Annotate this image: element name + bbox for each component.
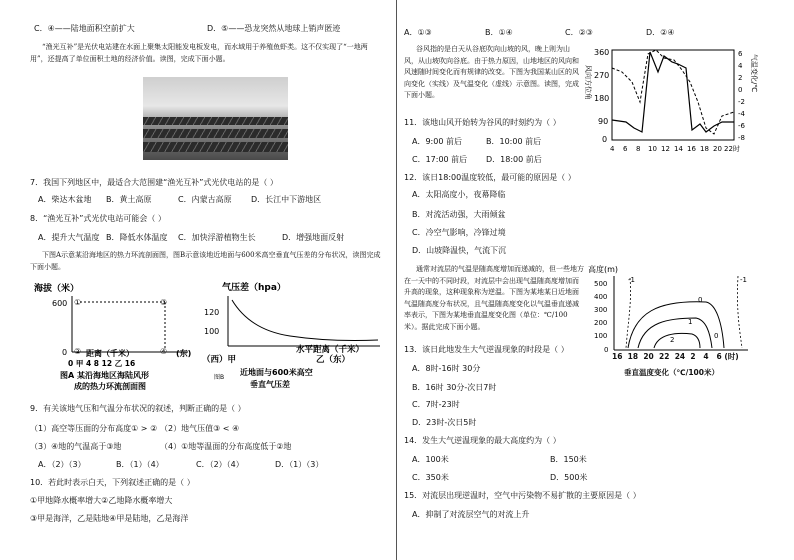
chart1-yright-4: 4 — [738, 62, 743, 70]
chart1-x-22: 22时 — [724, 145, 740, 153]
q11-option-d[interactable]: D．18:00 前后 — [486, 155, 542, 164]
q7-option-b[interactable]: B．黄土高原 — [106, 195, 152, 204]
vertical-temperature-chart — [588, 262, 768, 362]
q14-option-a[interactable]: A．100米 — [412, 455, 449, 464]
fig-a-xticks: 0 甲 4 8 12 乙 16 — [68, 359, 136, 368]
q13-option-d[interactable]: D．23时-次日5时 — [412, 418, 477, 427]
chart1-x-12: 12 — [661, 145, 670, 153]
fig-a-point-1: ① — [74, 298, 82, 307]
figure-b-pressure — [200, 278, 390, 392]
q9-stmt-4: （4）①地等温面的分布高度低于②地 — [160, 442, 292, 451]
fig-b-east: 乙（东） — [316, 355, 351, 365]
fig-b-tag: 图B — [214, 374, 225, 381]
column-divider — [396, 0, 397, 560]
chart2-xticks: 16 18 20 22 24 2 4 6 (时) — [612, 352, 739, 361]
fig-a-caption-1: 图A 某沿海地区海陆风形 — [60, 371, 149, 380]
question-11: 11．该地山风开始转为谷风的时刻约为（ ） — [404, 118, 561, 127]
chart1-yright-0: 0 — [738, 86, 743, 94]
q9-stmt-2: （2）地气压值③ < ④ — [160, 424, 240, 433]
q7-option-c[interactable]: C．内蒙古高原 — [178, 195, 232, 204]
intro-paragraph: “渔光互补”是光伏电站建在水面上聚集太阳能发电板发电，而水域用于养殖鱼虾类。这不仅实现了“一地两用”，还提高了单位面积土地的经济价值。读图，完成下面小题。 — [30, 43, 368, 63]
top-option-b[interactable]: B．①④ — [485, 28, 513, 37]
q9-option-a[interactable]: A．（2）（3） — [38, 460, 86, 469]
contour-two — [654, 333, 700, 348]
top-option-d[interactable]: D．②④ — [646, 28, 675, 37]
contour-right — [737, 276, 742, 348]
chart1-x-14: 14 — [674, 145, 683, 153]
question-13: 13．该日此地发生大气逆温现象的时段是（ ） — [404, 345, 569, 354]
chart1-yleft-270: 270 — [594, 71, 610, 80]
chart1-x-8: 8 — [636, 145, 641, 153]
chart1-yright-m6: -6 — [738, 122, 745, 130]
q11-option-b[interactable]: B．10:00 前后 — [486, 137, 542, 146]
q9-stmt-3: （3）④地的气温高于③地 — [30, 442, 122, 451]
fig-b-y120: 120 — [204, 308, 220, 317]
fig-a-point-3: ③ — [160, 298, 168, 307]
question-9: 9．有关该地气压和气温分布状况的叙述，判断正确的是（ ） — [30, 404, 246, 413]
solar-farm-photo — [143, 77, 288, 160]
chart1-yright-label: 气温变化/℃ — [750, 54, 758, 93]
q12-option-a[interactable]: A．太阳高度小，夜幕降临 — [412, 190, 506, 199]
fig-a-point-2: ② — [74, 347, 82, 356]
chart2-label-m1-right: -1 — [740, 276, 747, 284]
fig-b-xlabel: 水平距离（千米） — [296, 345, 365, 355]
option-c: C．④——陆地面积空前扩大 — [34, 24, 135, 33]
chart1-yright-2: 2 — [738, 74, 743, 82]
fig-a-point-4: ④ — [160, 347, 168, 356]
chart2-label-2: 2 — [670, 336, 675, 344]
contour-left — [626, 278, 631, 348]
chart2-y-300: 300 — [594, 306, 608, 314]
question-15: 15．对流层出现逆温时，空气中污染物不易扩散的主要原因是（ ） — [404, 491, 641, 500]
q10-options-2: ③甲是海洋，乙是陆地④甲是陆地，乙是海洋 — [30, 514, 189, 523]
contour-zero — [628, 302, 724, 348]
option-d: D．⑤——恐龙突然从地球上销声匿迹 — [207, 24, 341, 33]
chart2-y-500: 500 — [594, 280, 608, 288]
q8-option-c[interactable]: C．加快浮游植物生长 — [178, 233, 256, 242]
chart1-yleft-90: 90 — [598, 117, 609, 126]
figure-a-circulation — [30, 280, 210, 392]
fig-a-caption-2: 成的热力环流剖面图 — [74, 382, 146, 391]
chart2-y-400: 400 — [594, 293, 608, 301]
question-12: 12．该日18:00温度较低，最可能的原因是（ ） — [404, 173, 576, 182]
q13-option-b[interactable]: B．16时 30分-次日7时 — [412, 383, 497, 392]
chart2-xlabel: 垂直温度变化（℃/100米） — [624, 368, 719, 377]
top-option-c[interactable]: C．②③ — [565, 28, 593, 37]
chart1-x-18: 18 — [700, 145, 709, 153]
chart1-x-16: 16 — [687, 145, 696, 153]
q7-option-a[interactable]: A．柴达木盆地 — [38, 195, 92, 204]
chart2-y-0: 0 — [604, 346, 609, 354]
chart2-label-m1-left: -1 — [628, 276, 635, 284]
wind-direction-line — [612, 52, 734, 132]
q9-option-c[interactable]: C．（2）（4） — [196, 460, 244, 469]
q14-option-c[interactable]: C．350米 — [412, 473, 449, 482]
fig-b-caption-2: 垂直气压差 — [250, 380, 290, 389]
q8-option-b[interactable]: B．降低水体温度 — [106, 233, 168, 242]
q9-stmt-1: （1）高空等压面的分布高度① > ② — [30, 424, 158, 433]
chart1-x-4: 4 — [610, 145, 615, 153]
chart1-yleft-180: 180 — [594, 94, 610, 103]
q13-option-a[interactable]: A．8时-16时 30分 — [412, 364, 481, 373]
q10-options-1: ①甲地降水概率增大②乙地降水概率增大 — [30, 496, 173, 505]
fig-a-xlabel: 距离（千米） — [86, 349, 134, 358]
question-7: 7．我国下列地区中，最适合大范围建“渔光互补”式光伏电站的是（ ） — [30, 178, 278, 187]
fig-b-ylabel: 气压差（hpa） — [222, 283, 286, 293]
chart2-y-100: 100 — [594, 332, 608, 340]
q9-option-b[interactable]: B．（1）（4） — [116, 460, 164, 469]
q11-option-a[interactable]: A．9:00 前后 — [412, 137, 462, 146]
intro-paragraph-4: 通常对流层的气温是随高度增加而递减的，但一些地方在一天中的不同时段，对流层中会出现气温随高度增加而升高的现象，这种现象称为逆温。下图为某地某日近地面气温随高度分布状况，且气温随高度变化以气温垂直递减率表示，下图为某地垂直温度变化图（单位：℃/100米）。据此完成下面小题。 — [404, 265, 584, 331]
q14-option-d[interactable]: D．500米 — [550, 473, 588, 482]
chart2-label-0: 0 — [698, 296, 703, 304]
contour-one — [638, 318, 712, 348]
q12-option-d[interactable]: D．山坡降温快，气流下沉 — [412, 246, 507, 255]
fig-a-y0: 0 — [62, 348, 68, 357]
q13-option-c[interactable]: C．7时-23时 — [412, 400, 460, 409]
fig-a-y600: 600 — [52, 299, 68, 308]
chart2-label-0b: 0 — [714, 332, 719, 340]
chart2-y-200: 200 — [594, 319, 608, 327]
q12-option-b[interactable]: B．对流活动强，大雨倾盆 — [412, 210, 506, 219]
intro-paragraph-3: 谷风指的是白天从谷底吹向山坡的风，晚上则为山风，从山坡吹向谷底。由于热力原因，山地地区的风向和风速随时间变化而有规律的改变。下图为我国某山区的风向变化（实线）及气温变化（虚线）示意图。读图，完成下面小题。 — [404, 45, 579, 99]
q15-option-a[interactable]: A．抑制了对流层空气的对流上升 — [412, 510, 530, 519]
chart1-x-10: 10 — [648, 145, 657, 153]
chart1-yright-m2: -2 — [738, 98, 745, 106]
fig-b-caption-1: 近地面与600米高空 — [240, 368, 313, 377]
wind-temperature-chart — [582, 42, 762, 162]
fig-b-west: （西）甲 — [202, 355, 237, 365]
chart2-label-1: 1 — [688, 318, 693, 326]
chart1-yleft-360: 360 — [594, 48, 610, 57]
fig-a-ylabel: 海拔（米） — [34, 284, 80, 294]
chart1-yleft-0: 0 — [602, 135, 608, 144]
chart1-x-6: 6 — [623, 145, 628, 153]
q8-option-d[interactable]: D．增强地面反射 — [282, 233, 345, 242]
q11-option-c[interactable]: C．17:00 前后 — [412, 155, 468, 164]
top-option-a[interactable]: A．①③ — [404, 28, 432, 37]
chart1-yleft-label: 风向方位角 — [584, 65, 592, 100]
chart1-yright-6: 6 — [738, 50, 743, 58]
question-14: 14．发生大气逆温现象的最大高度约为（ ） — [404, 436, 561, 445]
q9-option-d[interactable]: D．（1）（3） — [275, 460, 324, 469]
q8-option-a[interactable]: A．提升大气温度 — [38, 233, 100, 242]
intro-paragraph-2: 下图A示意某沿海地区的热力环流剖面图，图B示意该地近地面与600米高空垂直气压差的分布状况，读图完成下面小题。 — [30, 251, 381, 271]
chart1-x-20: 20 — [713, 145, 722, 153]
q12-option-c[interactable]: C．冷空气影响，冷锋过境 — [412, 228, 506, 237]
chart1-yright-m4: -4 — [738, 110, 745, 118]
q7-option-d[interactable]: D．长江中下游地区 — [251, 195, 322, 204]
question-10: 10．若此时表示白天，下列叙述正确的是（ ） — [30, 478, 195, 487]
fig-b-y100: 100 — [204, 327, 220, 336]
chart2-ylabel: 高度(m) — [588, 265, 619, 274]
chart1-yright-m8: -8 — [738, 134, 745, 142]
fig-a-east: (东) — [176, 349, 192, 358]
q14-option-b[interactable]: B．150米 — [550, 455, 587, 464]
question-8: 8．“渔光互补”式光伏电站可能会（ ） — [30, 214, 166, 223]
